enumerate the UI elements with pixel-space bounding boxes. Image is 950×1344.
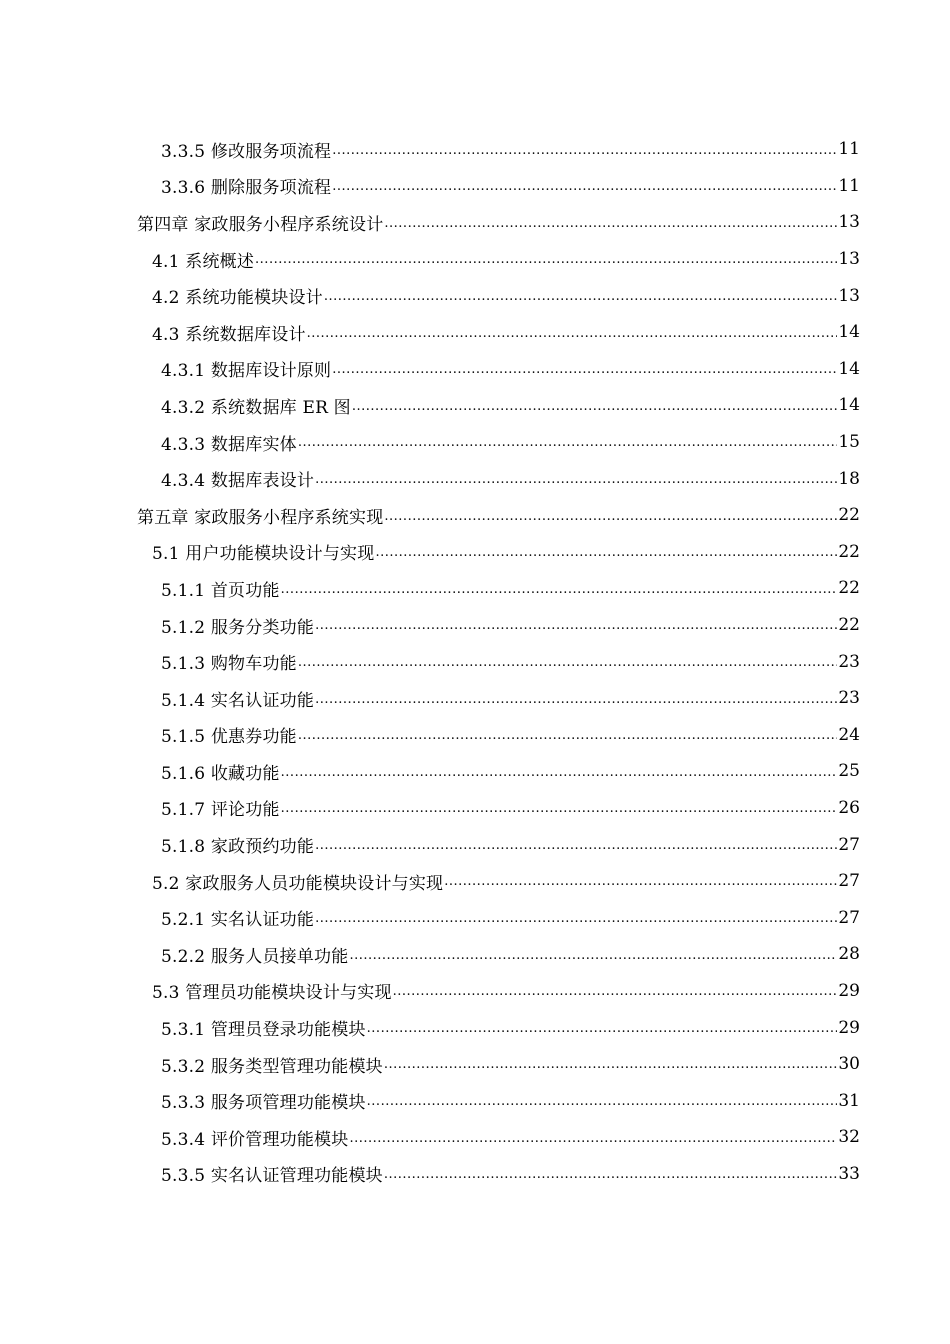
toc-entry-page-number: 29 bbox=[838, 1017, 860, 1038]
toc-entry-page-number: 22 bbox=[838, 615, 860, 636]
toc-entry[interactable] bbox=[0, 973, 950, 1010]
toc-entry-page-number: 24 bbox=[838, 724, 860, 745]
toc-entry-page-number: 14 bbox=[838, 358, 860, 379]
toc-entry[interactable] bbox=[0, 204, 950, 241]
dot-leader bbox=[332, 140, 837, 168]
toc-entry-page-number: 22 bbox=[838, 578, 860, 599]
toc-entry-title: 5.2.1 实名认证功能 bbox=[161, 910, 315, 931]
toc-entry-title: 3.3.6 删除服务项流程 bbox=[161, 178, 332, 199]
toc-entry-title: 5.3.5 实名认证管理功能模块 bbox=[161, 1166, 383, 1187]
toc-entry-page-number: 26 bbox=[838, 797, 860, 818]
toc-entry-page-number: 14 bbox=[838, 395, 860, 416]
toc-entry[interactable] bbox=[0, 460, 950, 497]
dot-leader bbox=[315, 908, 837, 936]
toc-entry-title: 5.1.3 购物车功能 bbox=[161, 654, 297, 675]
toc-entry[interactable] bbox=[0, 643, 950, 680]
toc-entry-page-number: 31 bbox=[838, 1090, 860, 1111]
dot-leader bbox=[281, 579, 837, 607]
toc-entry[interactable] bbox=[0, 899, 950, 936]
dot-leader bbox=[332, 359, 837, 387]
toc-entry[interactable] bbox=[0, 680, 950, 717]
toc-entry[interactable] bbox=[0, 131, 950, 168]
table-of-contents bbox=[0, 131, 950, 1192]
dot-leader bbox=[384, 1164, 837, 1192]
toc-entry-page-number: 13 bbox=[838, 285, 860, 306]
toc-entry-title: 5.1.4 实名认证功能 bbox=[161, 690, 315, 711]
toc-entry-title: 4.3 系统数据库设计 bbox=[152, 324, 306, 345]
toc-entry-title: 5.3.3 服务项管理功能模块 bbox=[161, 1093, 366, 1114]
toc-entry[interactable] bbox=[0, 1156, 950, 1193]
dot-leader bbox=[375, 542, 837, 570]
toc-entry[interactable] bbox=[0, 241, 950, 278]
toc-entry-page-number: 23 bbox=[838, 651, 860, 672]
toc-entry[interactable] bbox=[0, 277, 950, 314]
toc-entry[interactable] bbox=[0, 1009, 950, 1046]
toc-entry[interactable] bbox=[0, 424, 950, 461]
toc-entry-title: 5.1.1 首页功能 bbox=[161, 580, 280, 601]
toc-entry-page-number: 11 bbox=[838, 175, 860, 196]
toc-entry-page-number: 28 bbox=[838, 944, 860, 965]
dot-leader bbox=[349, 945, 837, 973]
dot-leader bbox=[315, 615, 837, 643]
toc-entry-title: 4.3.1 数据库设计原则 bbox=[161, 361, 332, 382]
toc-entry[interactable] bbox=[0, 497, 950, 534]
toc-entry-title: 第五章 家政服务小程序系统实现 bbox=[137, 507, 384, 528]
toc-entry[interactable] bbox=[0, 351, 950, 388]
dot-leader bbox=[298, 652, 837, 680]
toc-entry[interactable] bbox=[0, 1082, 950, 1119]
toc-entry-title: 5.1.2 服务分类功能 bbox=[161, 617, 315, 638]
toc-entry[interactable] bbox=[0, 1119, 950, 1156]
toc-entry-page-number: 23 bbox=[838, 688, 860, 709]
dot-leader bbox=[384, 1054, 837, 1082]
toc-entry-page-number: 11 bbox=[838, 139, 860, 160]
toc-entry[interactable] bbox=[0, 607, 950, 644]
toc-entry-page-number: 18 bbox=[838, 468, 860, 489]
toc-entry-title: 3.3.5 修改服务项流程 bbox=[161, 141, 332, 162]
dot-leader bbox=[384, 213, 837, 241]
toc-entry-title: 4.2 系统功能模块设计 bbox=[152, 288, 323, 309]
toc-entry-title: 5.2 家政服务人员功能模块设计与实现 bbox=[152, 873, 444, 894]
toc-entry-title: 5.1.8 家政预约功能 bbox=[161, 837, 315, 858]
toc-entry-title: 5.1.5 优惠券功能 bbox=[161, 727, 297, 748]
toc-entry-title: 4.1 系统概述 bbox=[152, 251, 255, 272]
dot-leader bbox=[281, 798, 837, 826]
toc-entry[interactable] bbox=[0, 863, 950, 900]
dot-leader bbox=[281, 762, 837, 790]
toc-entry-title: 4.3.3 数据库实体 bbox=[161, 434, 297, 455]
dot-leader bbox=[349, 1128, 837, 1156]
dot-leader bbox=[367, 1091, 837, 1119]
toc-entry-page-number: 30 bbox=[838, 1054, 860, 1075]
toc-entry-page-number: 29 bbox=[838, 980, 860, 1001]
toc-entry-page-number: 15 bbox=[838, 432, 860, 453]
toc-entry-title: 5.3.4 评价管理功能模块 bbox=[161, 1129, 349, 1150]
toc-entry[interactable] bbox=[0, 936, 950, 973]
toc-entry[interactable] bbox=[0, 826, 950, 863]
dot-leader bbox=[324, 286, 837, 314]
dot-leader bbox=[444, 871, 837, 899]
dot-leader bbox=[367, 1018, 837, 1046]
toc-entry-title: 5.3.1 管理员登录功能模块 bbox=[161, 1020, 366, 1041]
toc-entry-title: 5.3 管理员功能模块设计与实现 bbox=[152, 983, 392, 1004]
dot-leader bbox=[384, 506, 837, 534]
toc-entry-page-number: 22 bbox=[838, 505, 860, 526]
toc-entry-title: 5.1.6 收藏功能 bbox=[161, 763, 280, 784]
toc-entry-title: 5.1.7 评论功能 bbox=[161, 800, 280, 821]
dot-leader bbox=[315, 689, 837, 717]
toc-entry-title: 5.2.2 服务人员接单功能 bbox=[161, 946, 349, 967]
toc-entry-title: 4.3.4 数据库表设计 bbox=[161, 471, 315, 492]
toc-entry[interactable] bbox=[0, 1046, 950, 1083]
toc-entry[interactable] bbox=[0, 717, 950, 754]
dot-leader bbox=[393, 981, 837, 1009]
toc-entry-page-number: 27 bbox=[838, 871, 860, 892]
dot-leader bbox=[315, 469, 837, 497]
dot-leader bbox=[315, 835, 837, 863]
toc-entry-page-number: 33 bbox=[838, 1163, 860, 1184]
toc-entry[interactable] bbox=[0, 387, 950, 424]
dot-leader bbox=[332, 176, 837, 204]
toc-entry[interactable] bbox=[0, 753, 950, 790]
toc-entry-title: 5.3.2 服务类型管理功能模块 bbox=[161, 1056, 383, 1077]
dot-leader bbox=[352, 396, 837, 424]
toc-entry[interactable] bbox=[0, 534, 950, 571]
toc-entry[interactable] bbox=[0, 570, 950, 607]
toc-entry-page-number: 14 bbox=[838, 322, 860, 343]
toc-entry-page-number: 25 bbox=[838, 761, 860, 782]
dot-leader bbox=[255, 249, 837, 277]
dot-leader bbox=[307, 323, 837, 351]
toc-entry-title: 第四章 家政服务小程序系统设计 bbox=[137, 214, 384, 235]
toc-entry[interactable] bbox=[0, 168, 950, 205]
toc-entry-page-number: 22 bbox=[838, 541, 860, 562]
toc-entry-title: 5.1 用户功能模块设计与实现 bbox=[152, 544, 375, 565]
toc-entry-page-number: 27 bbox=[838, 834, 860, 855]
dot-leader bbox=[298, 725, 837, 753]
toc-entry-page-number: 27 bbox=[838, 907, 860, 928]
toc-entry-page-number: 13 bbox=[838, 212, 860, 233]
toc-entry-page-number: 13 bbox=[838, 249, 860, 270]
toc-entry[interactable] bbox=[0, 314, 950, 351]
toc-entry-page-number: 32 bbox=[838, 1127, 860, 1148]
dot-leader bbox=[298, 432, 837, 460]
toc-entry[interactable] bbox=[0, 790, 950, 827]
toc-entry-title: 4.3.2 系统数据库 ER 图 bbox=[161, 397, 351, 418]
